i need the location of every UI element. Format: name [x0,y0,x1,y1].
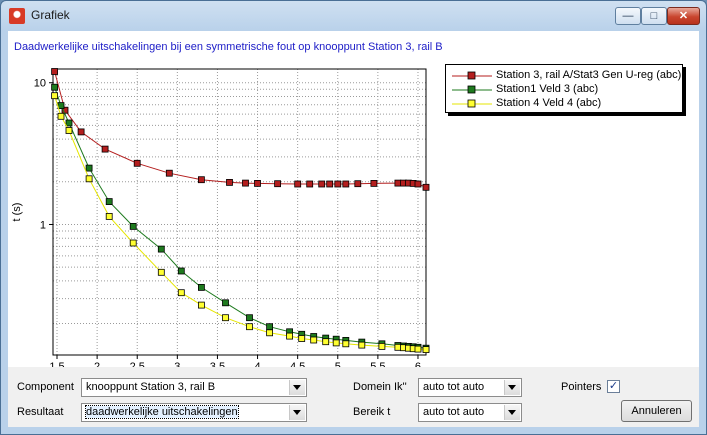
app-icon [9,8,25,24]
series-3-point [311,337,317,343]
pointers-checkbox[interactable]: ✓ [608,380,619,392]
series-3-point [247,324,253,330]
window-title: Grafiek [31,8,70,22]
series-3-point [333,340,339,346]
series-2-point [247,315,253,321]
annuleren-button[interactable]: Annuleren [621,400,692,422]
series-3-point [423,347,429,353]
domein-select-value: auto tot auto [423,381,485,393]
maximize-icon: □ [650,10,658,22]
series-2-point [58,103,64,109]
series-3-point [415,346,421,352]
series-1-point [415,181,421,187]
legend-swatch-series-3 [452,99,492,109]
series-3-point [379,343,385,349]
series-1-point [307,181,313,187]
chart-grid [53,69,426,355]
series-1-point [255,180,261,186]
bereik-select[interactable] [418,403,522,422]
y-tick-label: 1 [39,219,46,232]
series-3-point [130,240,136,246]
component-select[interactable] [81,378,307,397]
chevron-down-icon[interactable] [504,405,520,420]
series-2-point [223,300,229,306]
bereik-select-value: auto tot auto [423,406,485,418]
domein-label: Domein Ik'' [353,381,407,393]
series-1-point [102,146,108,152]
chevron-down-icon[interactable] [289,380,305,395]
series-1-point [395,180,401,186]
resultaat-select-value: daadwerkelijke uitschakelingen [86,406,238,418]
series-1-point [327,181,333,187]
series-1-point [166,170,172,176]
bereik-label: Bereik t [353,406,391,418]
legend-label-series-1: Station 3, rail A/Stat3 Gen U-reg (abc) [496,69,682,81]
series-1-point [371,180,377,186]
control-panel [8,367,699,427]
domein-select[interactable] [418,378,522,397]
legend-swatch-series-2 [452,85,492,95]
series-2-point [130,223,136,229]
series-1-point [227,179,233,185]
series-1-point [52,69,58,75]
legend-item-series-1 [446,69,682,83]
minimize-icon: — [622,10,634,22]
component-label: Component [17,381,74,393]
series-3-point [158,269,164,275]
series-1-point [343,181,349,187]
chart-heading: Daadwerkelijke uitschakelingen bij een symmetrische fout op knooppunt Station 3, rail B [14,41,443,53]
chart [8,61,438,381]
series-3-point [287,333,293,339]
series-1-point [78,129,84,135]
series-2-point [52,84,58,90]
legend-swatch-series-1 [452,71,492,81]
series-3-point [58,113,64,119]
series-1-point [319,181,325,187]
series-3-point [359,342,365,348]
chart-legend [445,64,683,113]
close-icon: ✕ [678,10,689,22]
minimize-button[interactable] [615,7,641,25]
series-3-point [52,93,58,99]
series-1-point [295,181,301,187]
series-3-point [299,336,305,342]
series-2-point [106,199,112,205]
chevron-down-icon[interactable] [504,380,520,395]
legend-label-series-2: Station1 Veld 3 (abc) [496,83,599,95]
resultaat-label: Resultaat [17,406,64,418]
maximize-button[interactable] [641,7,667,25]
legend-item-series-2 [446,83,682,97]
plot-background [53,69,426,355]
series-1-point [198,177,204,183]
legend-item-series-3 [446,97,682,111]
series-3-point [395,344,401,350]
y-tick-label: 10 [33,77,46,90]
series-1-point [423,184,429,190]
series-3-point [343,341,349,347]
series-3-point [323,339,329,345]
title-bar[interactable] [1,1,706,31]
close-button[interactable] [667,7,700,25]
series-2-point [158,246,164,252]
legend-label-series-3: Station 4 Veld 4 (abc) [496,97,602,109]
series-2-point [267,324,273,330]
series-3-point [106,213,112,219]
y-axis-label: t (s) [11,202,23,222]
series-1-point [134,160,140,166]
series-2-point [198,284,204,290]
series-3-point [198,302,204,308]
series-1-point [275,181,281,187]
series-3-point [223,315,229,321]
chevron-down-icon[interactable] [289,405,305,420]
component-select-value: knooppunt Station 3, rail B [86,381,216,393]
series-2-point [86,165,92,171]
pointers-label: Pointers [561,381,602,393]
series-3-point [178,290,184,296]
series-3-point [267,330,273,336]
series-3-point [66,128,72,134]
series-1-point [335,181,341,187]
series-3-point [86,176,92,182]
series-1-point [355,181,361,187]
series-1-point [243,180,249,186]
series-2-point [66,120,72,126]
client-area [8,31,699,427]
resultaat-select[interactable] [81,403,307,422]
series-2-point [178,268,184,274]
